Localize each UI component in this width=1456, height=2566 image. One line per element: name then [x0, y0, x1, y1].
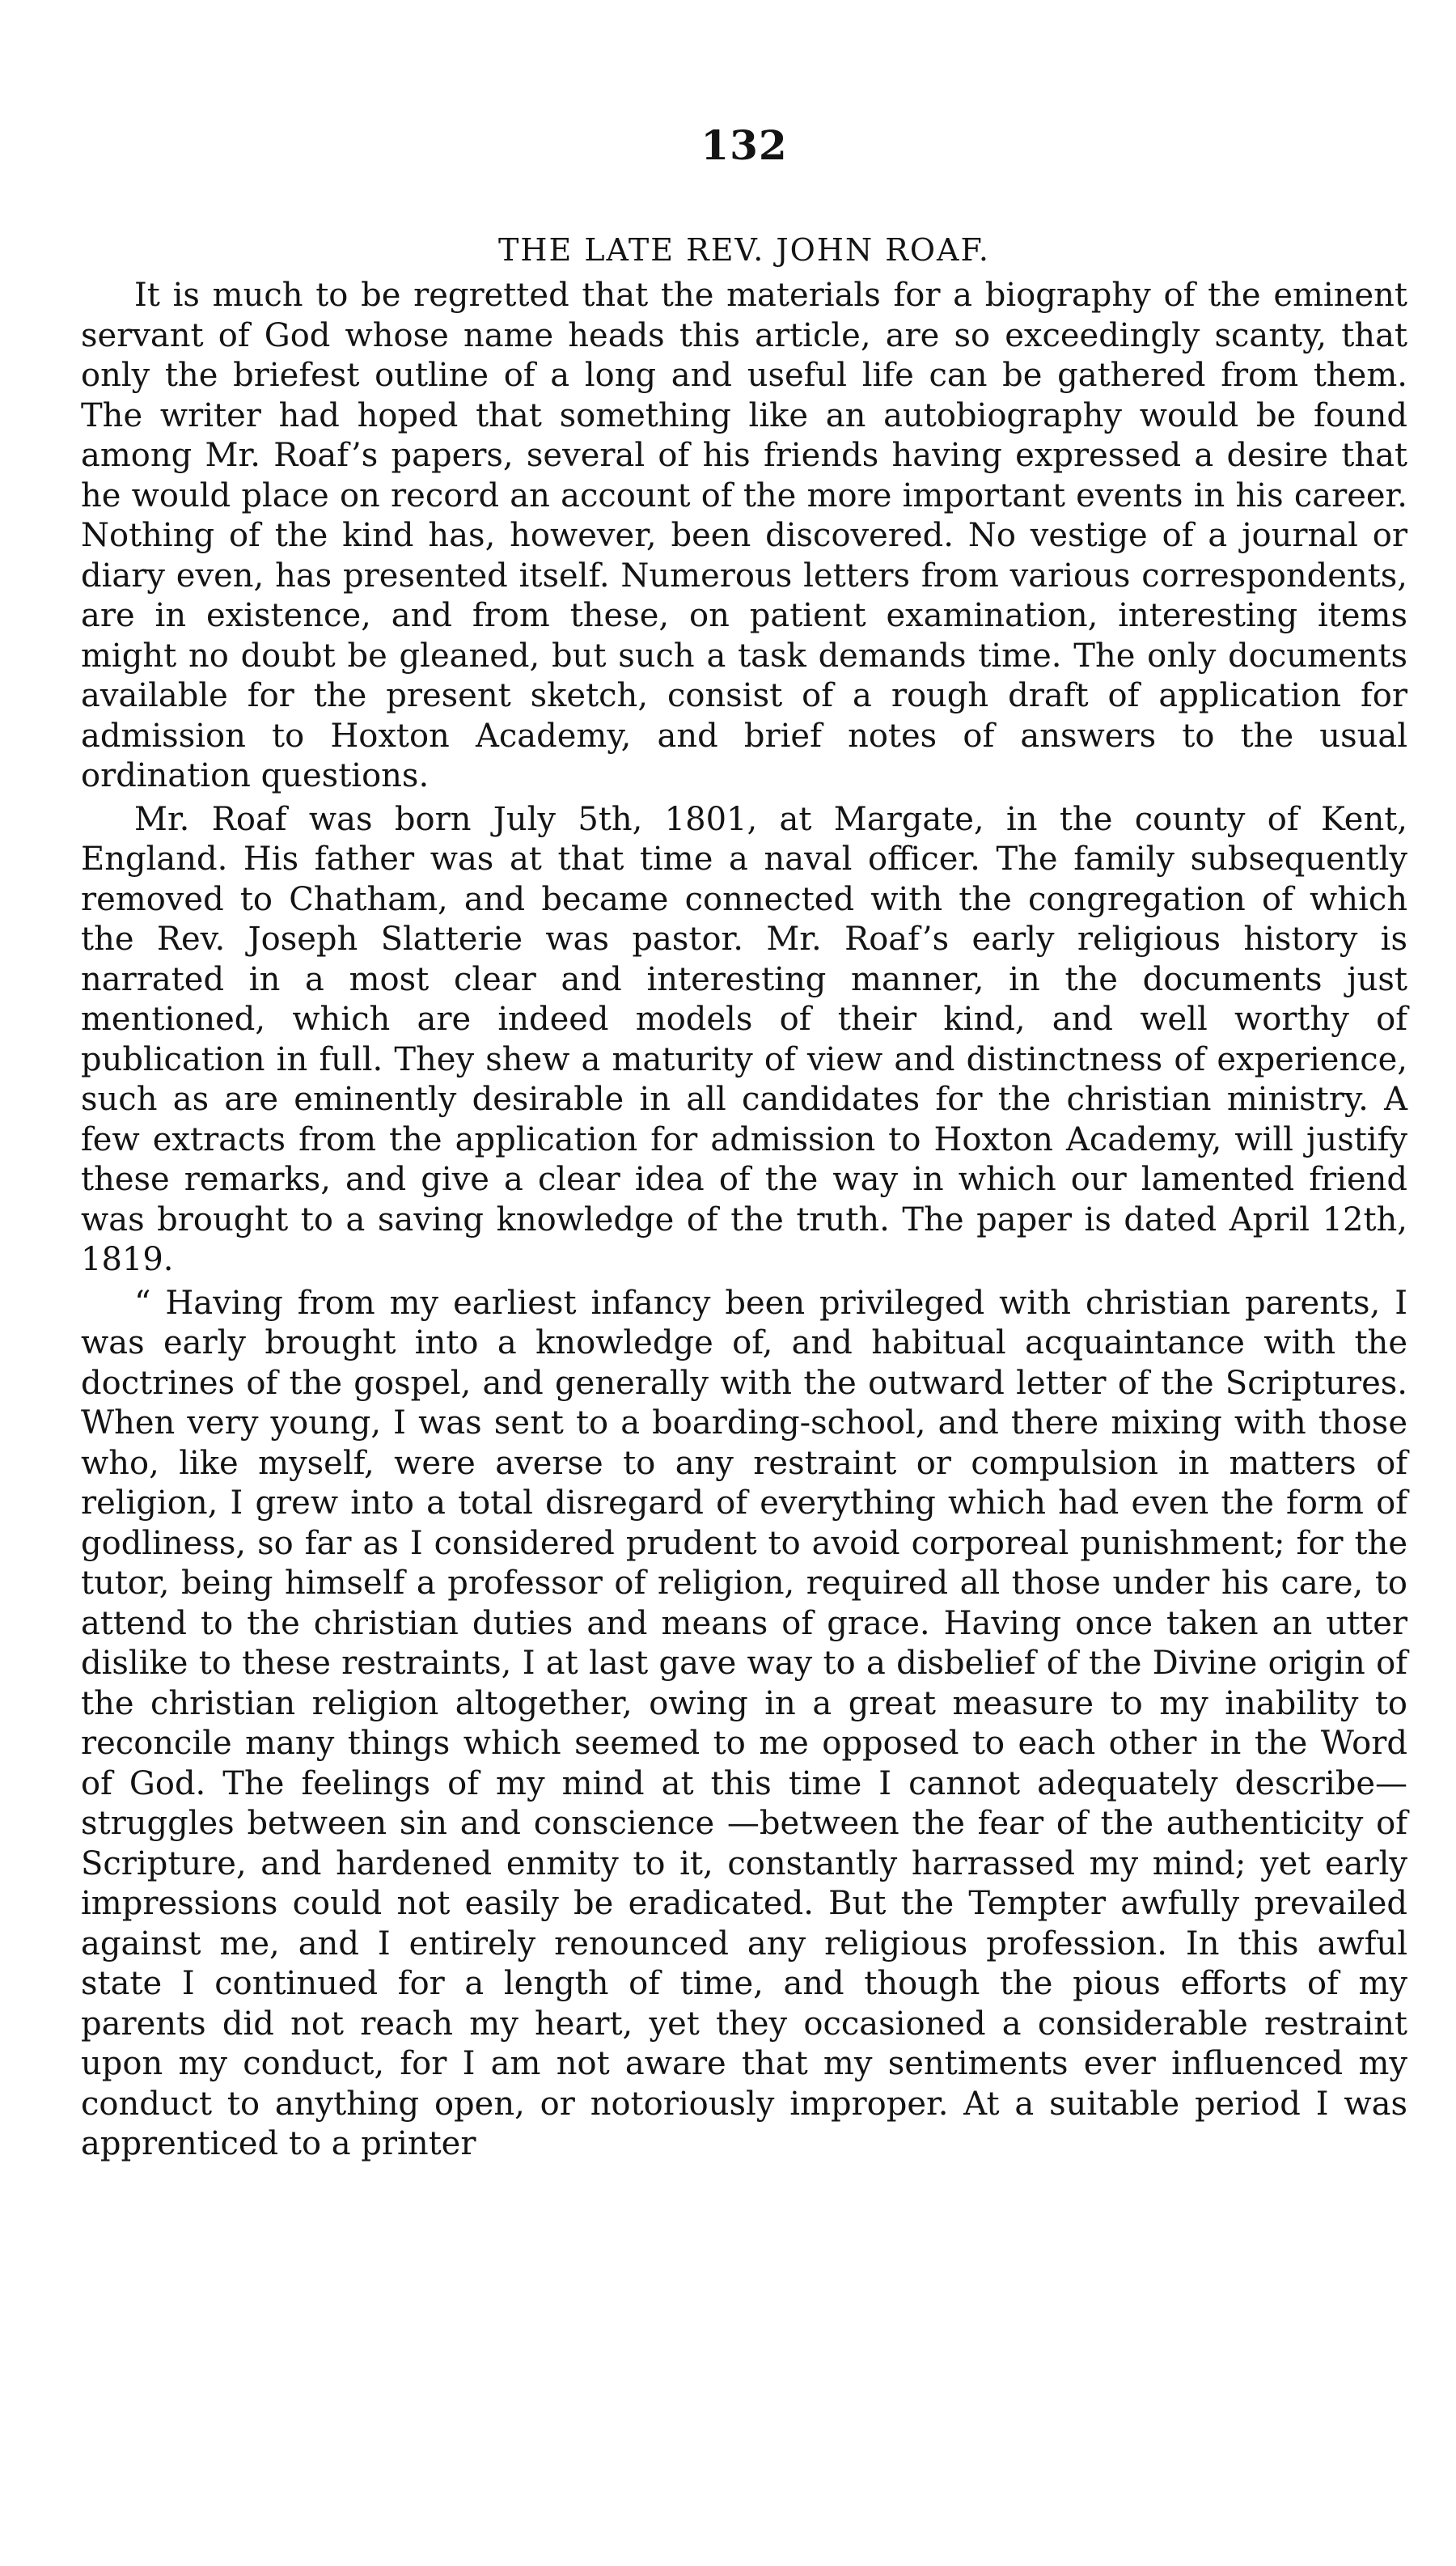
document-page — [81, 121, 1407, 2165]
paragraph-quoted-application: “ Having from my earliest infancy been privileged with christian parents, I was early brought into a knowledge of, and habitual acquaintance with the doctrines of the gospel, and generally with the outward letter of the Scriptures. When very young, I was sent to a boarding-school, and there mixing with those who, like myself, were averse to any restraint or compulsion in matters of religion, I grew into a total disregard of everything which had even the form of godliness, so far as I considered prudent to avoid corporeal punishment; for the tutor, being himself a professor of religion, required all those under his care, to attend to the christian duties and means of grace. Having once taken an utter dislike to these restraints, I at last gave way to a disbelief of the Divine origin of the christian religion altogether, owing in a great measure to my inability to reconcile many things which seemed to me opposed to each other in the Word of God. The feelings of my mind at this time I cannot adequately describe—struggles between sin and conscience —between the fear of the authenticity of Scripture, and hardened enmity to it, constantly harrassed my mind; yet early impressions could not easily be eradicated. But the Tempter awfully prevailed against me, and I entirely renounced any religious profession. In this awful state I continued for a length of time, and though the pious efforts of my parents did not reach my heart, yet they occasioned a considerable restraint upon my conduct, for I am not aware that my sentiments ever influenced my conduct to anything open, or notoriously improper. At a suitable period I was apprenticed to a printer — [81, 1284, 1407, 2162]
article-body — [81, 276, 1407, 2165]
article-title: THE LATE REV. JOHN ROAF. — [498, 232, 990, 268]
paragraph-early-life: Mr. Roaf was born July 5th, 1801, at Margate, in the county of Kent, England. His father was at that time a naval officer. The family subsequently removed to Chatham, and became connected with the congregation of which the Rev. Joseph Slatterie was pastor. Mr. Roaf’s early religious history is narrated in a most clear and interesting manner, in the documents just mentioned, which are indeed models of their kind, and well worthy of publication in full. They shew a maturity of view and distinctness of experience, such as are eminently desirable in all candidates for the christian ministry. A few extracts from the application for admission to Hoxton Academy, will justify these remarks, and give a clear idea of the way in which our lamented friend was brought to a saving knowledge of the truth. The paper is dated April 12th, 1819. — [81, 800, 1407, 1278]
page-number: 132 — [700, 121, 788, 169]
paragraph-intro: It is much to be regretted that the materials for a biography of the eminent servant of God whose name heads this article, are so exceedingly scanty, that only the briefest outline of a long and useful life can be gathered from them. The writer had hoped that something like an autobiography would be found among Mr. Roaf’s papers, several of his friends having expressed a desire that he would place on record an account of the more important events in his career. Nothing of the kind has, however, been discovered. No vestige of a journal or diary even, has presented itself. Numerous letters from various correspondents, are in existence, and from these, on patient examination, interesting items might no doubt be gleaned, but such a task demands time. The only documents available for the present sketch, consist of a rough draft of application for admission to Hoxton Academy, and brief notes of answers to the usual ordination questions. — [81, 277, 1407, 794]
